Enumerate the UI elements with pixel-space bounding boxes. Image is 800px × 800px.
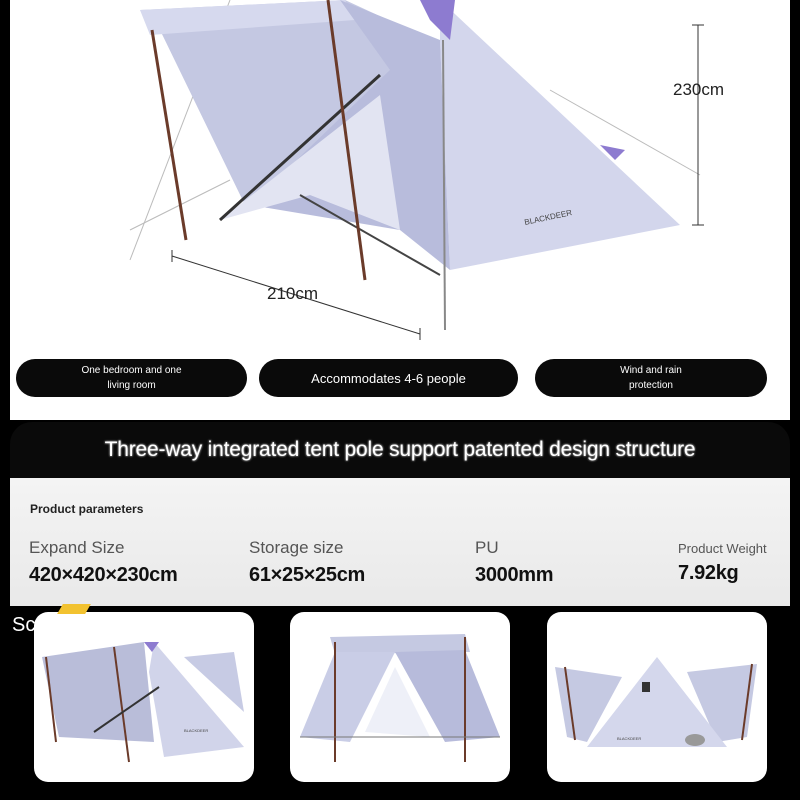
param-value: 3000mm: [475, 564, 554, 586]
scene-brand-text: BLACKDEER: [617, 736, 642, 741]
param-label: PU: [475, 538, 499, 557]
scene-thumbnail-side[interactable]: [34, 612, 254, 782]
product-parameters-panel: [10, 478, 790, 606]
param-expand-size: [29, 538, 177, 587]
feature-pill-layout: [16, 359, 247, 397]
hero-section: [10, 0, 790, 420]
param-weight: [678, 538, 767, 585]
scene-thumbnail-front[interactable]: [290, 612, 510, 782]
scenes-accent-stripe: [57, 604, 91, 614]
feature-pill-weather: [535, 359, 767, 397]
feature-pill-text: protection: [629, 380, 673, 391]
param-value: 420×420×230cm: [29, 564, 178, 586]
feature-pill-capacity: [259, 359, 518, 397]
param-pu: [475, 538, 553, 587]
feature-pill-text: Wind and rain: [620, 365, 682, 376]
scene-thumbnail-rear[interactable]: [547, 612, 767, 782]
feature-pill-text: living room: [107, 380, 156, 391]
scene-brand-text: BLACKDEER: [184, 728, 209, 733]
width-dimension-label: 210cm: [267, 284, 319, 303]
brand-logo-text: BLACKDEER: [523, 208, 573, 227]
param-label: Storage size: [249, 538, 344, 557]
scene-tent-image: [290, 612, 510, 782]
param-value: 7.92kg: [678, 562, 739, 584]
tent-illustration: [10, 0, 790, 420]
scene-tent-image: [34, 612, 254, 782]
param-value: 61×25×25cm: [249, 564, 366, 586]
feature-pill-text: One bedroom and one: [81, 365, 182, 376]
param-label: Product Weight: [678, 541, 767, 556]
scene-tent-image: [547, 612, 767, 782]
param-label: Expand Size: [29, 538, 125, 557]
param-storage-size: [249, 538, 365, 587]
structure-banner: [10, 422, 790, 478]
scenes-heading: Scenes: [12, 614, 79, 636]
feature-pill-text: Accommodates 4-6 people: [311, 370, 466, 386]
height-dimension-label: 230cm: [673, 80, 725, 99]
parameters-title: Product parameters: [30, 502, 144, 516]
banner-heading: Three-way integrated tent pole support patented design structure: [104, 438, 696, 461]
